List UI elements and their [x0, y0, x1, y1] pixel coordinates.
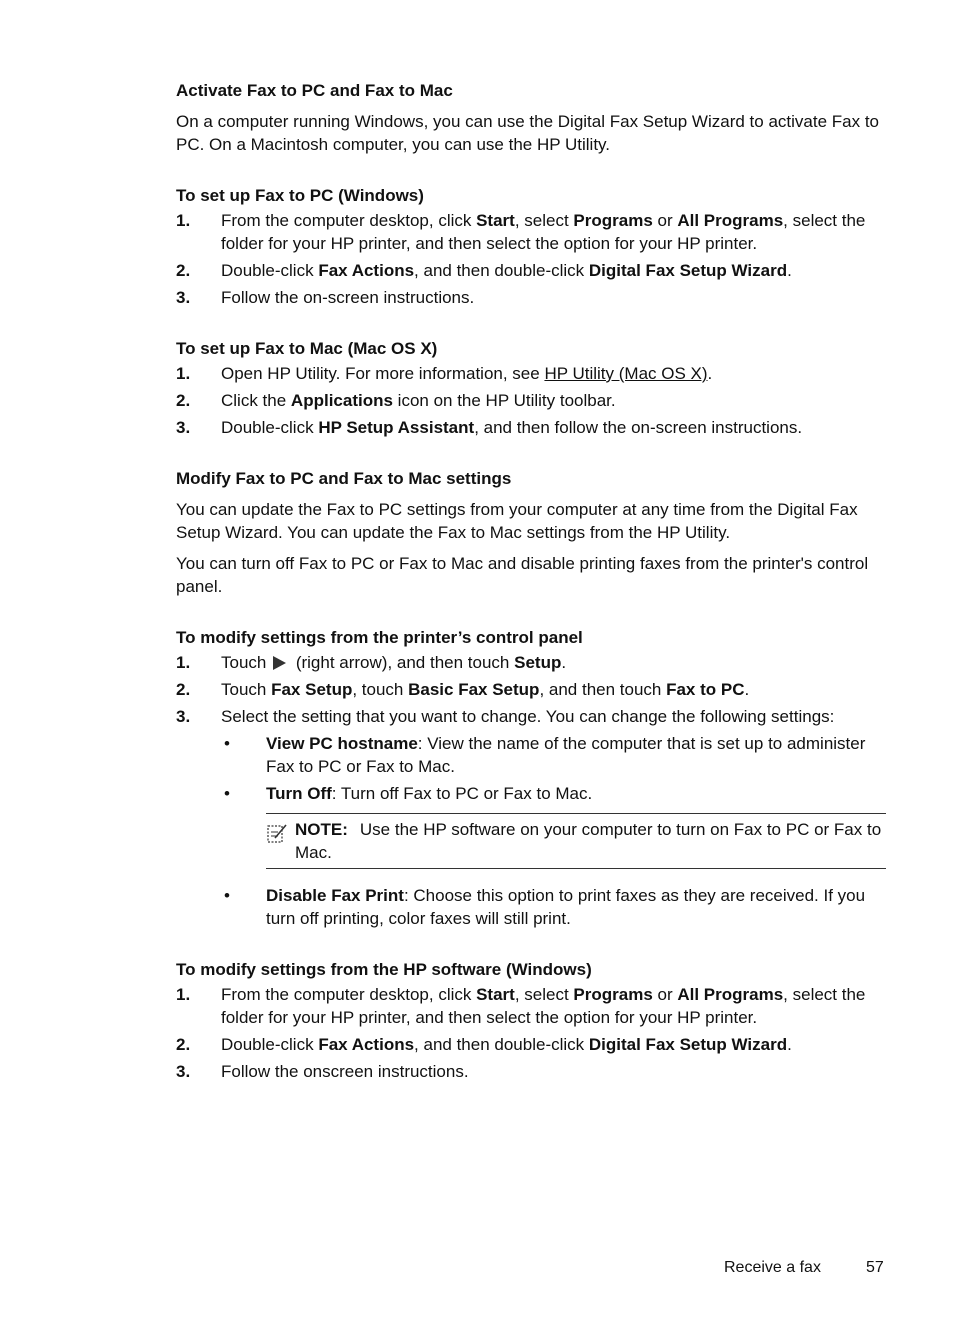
step-bold: Fax Actions: [318, 261, 415, 280]
footer-page-number: 57: [866, 1259, 884, 1276]
step-text: .: [707, 364, 713, 383]
step-text: Open HP Utility. For more information, see: [221, 364, 545, 383]
list-item: [176, 286, 886, 309]
list-item: [176, 678, 886, 701]
modify-paragraph-1: You can update the Fax to PC settings from your computer at any time from the Digital Fax Setup Wizard. You can update the Fax to Mac settings from the HP Utility.: [176, 500, 858, 542]
note-label: NOTE:: [295, 820, 348, 839]
list-item: [176, 983, 886, 1029]
step-number: 3.: [176, 418, 191, 437]
step-text: From the computer desktop, click: [221, 211, 477, 230]
subsection-title-setup-mac: To set up Fax to Mac (Mac OS X): [176, 339, 438, 358]
subsection-title-setup-pc: To set up Fax to PC (Windows): [176, 186, 424, 205]
bullet: •: [224, 784, 230, 803]
step-text: , and then double-click: [414, 1035, 589, 1054]
step-text: Double-click: [221, 1035, 319, 1054]
step-text: .: [561, 653, 567, 672]
step-number: 2.: [176, 680, 191, 699]
step-bold: Digital Fax Setup Wizard: [588, 1035, 788, 1054]
list-item: [176, 362, 886, 385]
footer-chapter-title: Receive a fax: [724, 1259, 821, 1276]
step-bold: Fax Setup: [271, 680, 353, 699]
modify-software-steps: [176, 983, 886, 1083]
note-text: Use the HP software on your computer to turn on Fax to PC or Fax to Mac.: [295, 820, 882, 862]
step-text: , select: [514, 985, 574, 1004]
step-text: Touch: [221, 653, 272, 672]
step-text: , select: [514, 211, 574, 230]
step-bold: Applications: [290, 391, 393, 410]
setup-mac-steps: [176, 362, 886, 439]
step-bold: Basic Fax Setup: [408, 680, 540, 699]
step-text: Follow the on-screen instructions.: [221, 288, 475, 307]
setup-pc-steps: [176, 209, 886, 309]
list-item: [176, 259, 886, 282]
step-text: Double-click: [221, 261, 319, 280]
list-item: [176, 209, 886, 255]
step-text: From the computer desktop, click: [221, 985, 477, 1004]
page-content: [176, 79, 886, 1087]
step-bold: Programs: [573, 985, 653, 1004]
subsection-title-modify-panel: To modify settings from the printer’s control panel: [176, 628, 583, 647]
step-text: , and then touch: [539, 680, 667, 699]
bullet-bold: Disable Fax Print: [266, 886, 404, 905]
step-text: , touch: [352, 680, 409, 699]
step-text: .: [787, 1035, 792, 1054]
step-text: Touch: [221, 680, 272, 699]
list-item: [176, 389, 886, 412]
activate-intro: On a computer running Windows, you can use the Digital Fax Setup Wizard to activate Fax to PC. On a Macintosh computer, you can use the HP Utility.: [176, 112, 880, 154]
step-text: , select the folder for your HP printer, and then select the option for your HP printer.: [221, 211, 866, 253]
note-box: [266, 813, 886, 869]
step-bold: Programs: [573, 211, 653, 230]
step-number: 1.: [176, 653, 191, 672]
list-item: [176, 651, 886, 674]
step-text: or: [652, 985, 678, 1004]
bullet: •: [224, 734, 230, 753]
list-item: [176, 416, 886, 439]
step-number: 3.: [176, 1062, 191, 1081]
step-text: Double-click: [221, 418, 319, 437]
step-number: 2.: [176, 391, 191, 410]
step-text: , and then double-click: [414, 261, 589, 280]
bullet-bold: View PC hostname: [266, 734, 418, 753]
right-arrow-icon: [271, 655, 287, 671]
list-item: [221, 782, 886, 805]
list-item: [221, 732, 886, 778]
settings-bullets-continued: [221, 884, 886, 930]
list-item: [176, 705, 886, 930]
step-text: icon on the HP Utility toolbar.: [392, 391, 616, 410]
step-text: Click the: [221, 391, 291, 410]
settings-bullets: [221, 732, 886, 805]
subsection-title-modify-software: To modify settings from the HP software (Windows): [176, 960, 592, 979]
step-text: or: [652, 211, 678, 230]
step-bold: Fax Actions: [318, 1035, 415, 1054]
step-number: 3.: [176, 707, 191, 726]
step-bold: Setup: [514, 653, 562, 672]
step-text: , select the folder for your HP printer, and then select the option for your HP printer.: [221, 985, 866, 1027]
step-bold: Start: [476, 985, 515, 1004]
bullet-bold: Turn Off: [266, 784, 332, 803]
step-bold: All Programs: [677, 985, 784, 1004]
step-number: 1.: [176, 364, 191, 383]
section-title-activate: Activate Fax to PC and Fax to Mac: [176, 81, 453, 100]
step-number: 1.: [176, 211, 191, 230]
step-bold: All Programs: [677, 211, 784, 230]
step-text: .: [744, 680, 750, 699]
step-bold: Start: [476, 211, 515, 230]
list-item: [176, 1033, 886, 1056]
step-text: .: [787, 261, 792, 280]
modify-panel-steps: [176, 651, 886, 930]
step-text: , and then follow the on-screen instructions.: [474, 418, 803, 437]
modify-paragraph-2: You can turn off Fax to PC or Fax to Mac and disable printing faxes from the printer's control panel.: [176, 554, 869, 596]
step-bold: Fax to PC: [666, 680, 745, 699]
step-number: 1.: [176, 985, 191, 1004]
step-text: Follow the onscreen instructions.: [221, 1062, 469, 1081]
step-text: Select the setting that you want to change. You can change the following settings:: [221, 707, 835, 726]
step-text: (right arrow), and then touch: [291, 653, 515, 672]
step-number: 2.: [176, 1035, 191, 1054]
note-icon: [266, 822, 288, 844]
list-item: [221, 884, 886, 930]
bullet-text: : View the name of the computer that is set up to administer Fax to PC or Fax to Mac.: [266, 734, 866, 776]
bullet-text: : Turn off Fax to PC or Fax to Mac.: [331, 784, 593, 803]
step-bold: HP Setup Assistant: [318, 418, 475, 437]
hp-utility-link[interactable]: HP Utility (Mac OS X): [544, 364, 708, 383]
step-number: 2.: [176, 261, 191, 280]
section-title-modify: Modify Fax to PC and Fax to Mac settings: [176, 469, 512, 488]
list-item: [176, 1060, 886, 1083]
bullet: •: [224, 886, 230, 905]
step-bold: Digital Fax Setup Wizard: [588, 261, 788, 280]
bullet-text: : Choose this option to print faxes as they are received. If you turn off printing, color faxes will still print.: [266, 886, 866, 928]
step-number: 3.: [176, 288, 191, 307]
